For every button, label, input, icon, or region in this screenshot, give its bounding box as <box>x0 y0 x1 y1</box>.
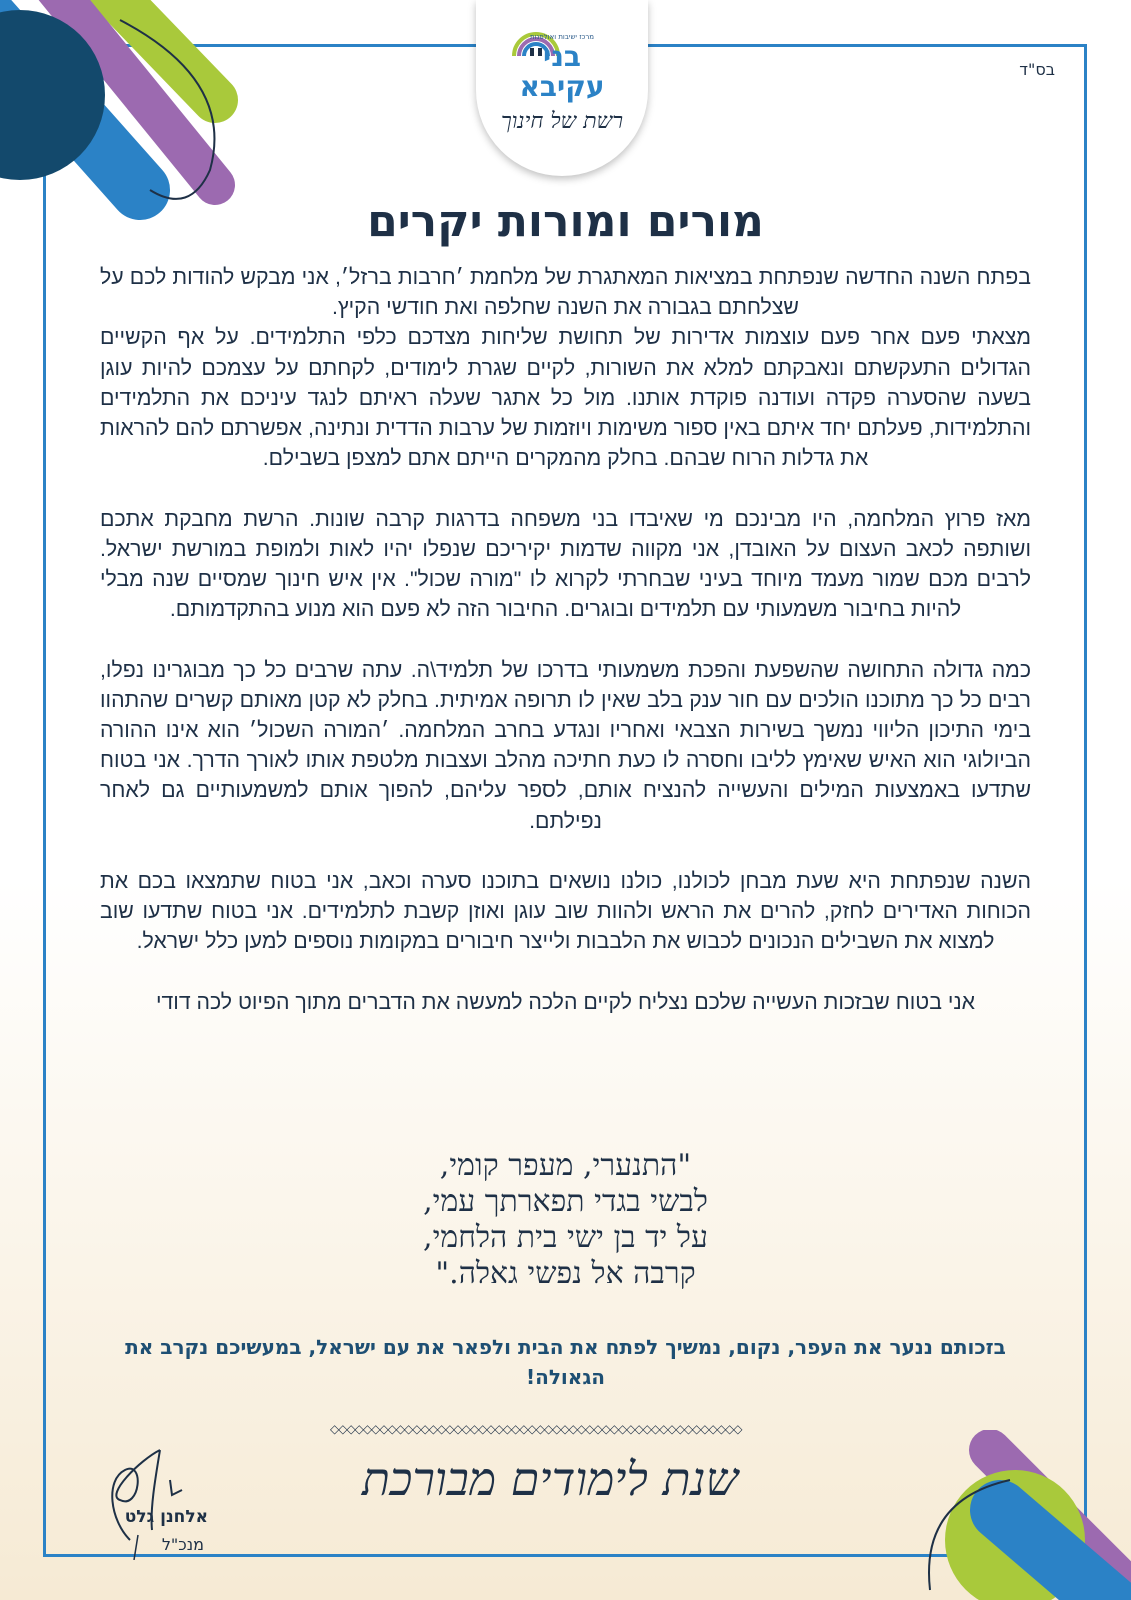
paragraph: אני בטוח שבזכות העשייה שלכם נצליח לקיים הלכה למעשה את הדברים מתוך הפיוט לכה דודי <box>155 989 976 1014</box>
paragraph: השנה שנפתחת היא שעת מבחן לכולנו, כולנו נושאים בתוכנו סערה וכאב, אני בטוח שתמצאו בכם את הכוחות האדירים לחזק, להרים את הראש ולהוות שוב עוגן ואוזן קשבת לתלמידים. אני בטוח שתדעו שוב למצוא את השבילים הנכונים לכבוש את הלבבות ולייצר חיבורים במקומות נוספים למען כלל ישראל. <box>100 869 1031 954</box>
paragraph: כמה גדולה התחושה שהשפעת והפכת משמעותי בדרכו של תלמיד\ה. עתה שרבים כל כך מבוגרינו נפלו, רבים כל כך מתוכנו הולכים עם חור ענק בלב שאין לו תרופה אמיתית. בחלק לא קטן מאותם קשרים שהתהוו בימי התיכון הליווי נמשך בשירות הצבאי ואחריו ונגדע בחרב המלחמה. ׳המורה השכול׳ הוא אינו ההורה הביולוגי הוא האיש שאימץ לליבו וחסרה לו כעת חתיכה מהלב ועצבות מלטפת אותו לאורך הדרך. אני בטוח שתדעו באמצעות המילים והעשייה להנציח אותם, לספר עליהם, להפוך אותם למשמעותיים גם לאחר נפילתם. <box>100 657 1031 833</box>
decorative-stripes-top-left <box>0 0 250 220</box>
poem-line: קרבה אל נפשי גאלה." <box>435 1256 696 1291</box>
poem-line: "התנערי, מעפר קומי, <box>439 1148 692 1183</box>
letter-body <box>100 262 1031 1017</box>
bnei-akiva-logo <box>476 0 648 176</box>
greeting-script: שנת לימודים מבורכת <box>361 1452 739 1506</box>
poem-quote <box>0 1148 1131 1292</box>
logo-name: בני עקיבא <box>519 40 605 103</box>
closing-statement: בזכותם ננער את העפר, נקום, נמשיך לפתח את הבית ולפאר את עם ישראל, במעשיכם נקרב את הגאולה! <box>125 1335 1006 1389</box>
signature-name: אלחנן גלט <box>124 1507 208 1527</box>
paragraph: בפתח השנה החדשה שנפתחת במציאות המאתגרת של מלחמת ׳חרבות ברזל׳, אני מבקש להודות לכם על שצלחתם בגבורה את השנה שחלפה ואת חודשי הקיץ. <box>100 265 1031 320</box>
poem-line: לבשי בגדי תפארתך עמי, <box>423 1184 708 1219</box>
stripes-graphic <box>0 0 250 220</box>
signature-role: מנכ"ל <box>161 1535 204 1554</box>
poem-line: על יד בן ישי בית הלחמי, <box>423 1220 708 1255</box>
page-title: מורים ומורות יקרים <box>367 196 764 247</box>
bsd-mark: בס"ד <box>1019 60 1055 79</box>
logo-tagline: רשת של חינוך <box>500 109 624 134</box>
stripes-graphic-bottom <box>920 1430 1131 1600</box>
diamond-divider: ◇◇◇◇◇◇◇◇◇◇◇◇◇◇◇◇◇◇◇◇◇◇◇◇◇◇◇◇◇◇◇◇◇◇◇◇◇◇◇◇◇◇◇◇◇◇◇◇◇◇ <box>330 1422 742 1436</box>
logo-small-text: מרכז ישיבות ואולפנות <box>529 33 595 41</box>
paragraph: מאז פרוץ המלחמה, היו מבינכם מי שאיבדו בני משפחה בדרגות קרבה שונות. הרשת מחבקת אתכם ושותפה לכאב העצום על האובדן, אני מקווה שדמות יקיריכם שנפלו יהיו לאות ולמופת במורשת ישראל. לרבים מכם שמור מעמד מיוחד בעיני שבחרתי לקרוא לו "מורה שכול". אין איש חינוך שמסיים שנה מבלי להיות בחיבור משמעותי עם תלמידים ובוגרים. החיבור הזה לא פעם הוא מנוע בהתקדמותם. <box>100 506 1031 622</box>
decorative-stripes-bottom-right <box>920 1430 1131 1600</box>
paragraph: מצאתי פעם אחר פעם עוצמות אדירות של תחושת שליחות מצדכם כלפי התלמידים. על אף הקשיים הגדולים התעקשתם ונאבקתם למלא את השורות, לקיים שגרת לימודים, לקחתם על עצמכם להיות עוגן בשעה שהסערה פקדה ועודנה פוקדת אותנו. מול כל אתגר שעלה ראיתם לנגד עיניכם את התלמידים והתלמידות, פעלתם יחד איתם באין ספור משימות ויוזמות של ערבות הדדית ונתינה, אפשרתם להם להראות את גדלות הרוח שבהם. בחלק מהמקרים הייתם אתם למצפן בשבילם. <box>100 325 1031 471</box>
